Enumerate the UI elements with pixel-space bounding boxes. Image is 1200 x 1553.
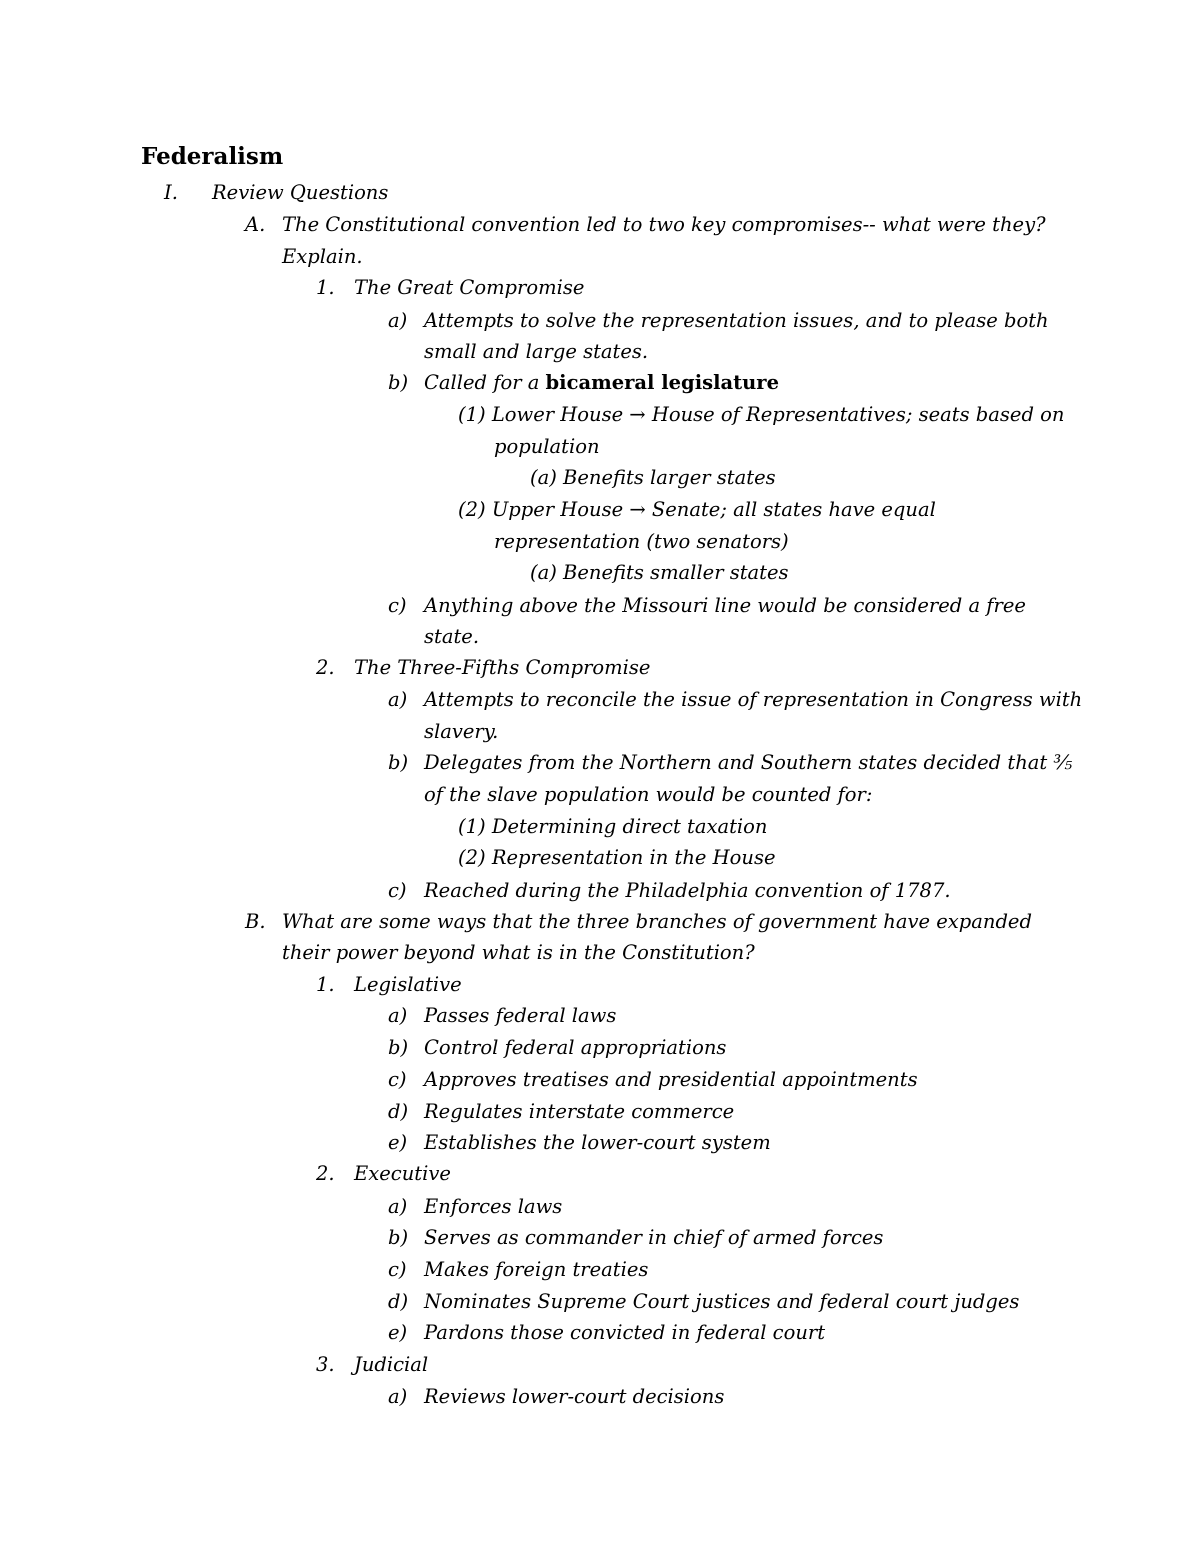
outline-line-text: Makes foreign treaties: [424, 1258, 649, 1281]
outline-marker: c): [388, 1258, 407, 1281]
outline-line-text: Judicial: [354, 1353, 429, 1376]
outline-line: [282, 906, 1032, 938]
outline-line-text: (a) Benefits smaller states: [530, 561, 789, 584]
outline-line: [424, 1127, 771, 1159]
document-title: Federalism: [141, 143, 284, 170]
outline-marker: b): [388, 371, 409, 394]
outline-marker: a): [388, 1004, 408, 1027]
outline-line: [424, 367, 779, 399]
outline-marker: a): [388, 1195, 408, 1218]
outline-marker: 3.: [316, 1353, 335, 1376]
outline-line: [424, 1254, 648, 1286]
outline-marker: a): [388, 1385, 408, 1408]
outline-line: [424, 1032, 726, 1064]
outline-line-text: (2) Representation in the House: [458, 846, 776, 869]
outline-line-text: (1) Determining direct taxation: [458, 815, 768, 838]
outline-line: [424, 1286, 1019, 1318]
outline-line: [494, 526, 789, 558]
outline-line: [424, 779, 872, 811]
outline-marker: 1.: [316, 973, 335, 996]
outline-line: [424, 1096, 734, 1128]
outline-line-text: Pardons those convicted in federal court: [424, 1321, 826, 1344]
outline-line: [424, 1000, 616, 1032]
outline-marker: I.: [164, 181, 178, 204]
outline-line: [424, 875, 951, 907]
outline-marker: 2.: [316, 656, 335, 679]
outline-line-text: of the slave population would be counted for:: [424, 783, 873, 806]
outline-line-text: Approves treatises and presidential appointments: [424, 1068, 918, 1091]
outline-marker: b): [388, 1036, 409, 1059]
outline-line: [494, 431, 600, 463]
outline-line-text: Attempts to reconcile the issue of representation in Congress with: [424, 688, 1083, 711]
outline-line-text: Called for a: [424, 371, 546, 394]
outline-line-text: The Great Compromise: [354, 276, 585, 299]
outline-line-text: Regulates interstate commerce: [424, 1100, 735, 1123]
outline-line-text: representation (two senators): [494, 530, 789, 553]
outline-line: [424, 305, 1049, 337]
outline-line-text: Attempts to solve the representation issues, and to please both: [424, 309, 1049, 332]
outline-line-text: Establishes the lower-court system: [424, 1131, 771, 1154]
outline-marker: a): [388, 688, 408, 711]
outline-marker: a): [388, 309, 408, 332]
outline-line-text: The Three-Fifths Compromise: [354, 656, 651, 679]
outline-line-text: slavery.: [424, 720, 499, 743]
outline-line: [458, 399, 1064, 431]
outline-line: [424, 1381, 724, 1413]
outline-marker: 2.: [316, 1162, 335, 1185]
outline-marker: A.: [245, 213, 266, 236]
outline-line: [530, 557, 789, 589]
outline-marker: B.: [245, 910, 266, 933]
outline-line: [424, 747, 1072, 779]
outline-line-text: their power beyond what is in the Constitution?: [282, 941, 755, 964]
outline-line-text: small and large states.: [424, 340, 649, 363]
outline-line: [424, 590, 1026, 622]
outline-line: [424, 684, 1082, 716]
outline-line-text: What are some ways that the three branches of government have expanded: [282, 910, 1032, 933]
outline-line-text: Legislative: [354, 973, 462, 996]
outline-line: [424, 716, 498, 748]
outline-line: [424, 1317, 825, 1349]
outline-line-text: (2) Upper House → Senate; all states have equal: [458, 498, 936, 521]
outline-marker: c): [388, 594, 407, 617]
outline-line-text: Executive: [354, 1162, 451, 1185]
outline-line: [458, 494, 936, 526]
outline-line: [354, 1349, 428, 1381]
outline-line: [424, 1222, 883, 1254]
outline-line: [424, 621, 479, 653]
outline-marker: 1.: [316, 276, 335, 299]
outline-line-text: (a) Benefits larger states: [530, 466, 776, 489]
outline-marker: e): [388, 1321, 408, 1344]
outline-line: [212, 177, 388, 209]
outline-line: [530, 462, 776, 494]
outline-marker: c): [388, 879, 407, 902]
outline-line: [282, 937, 755, 969]
outline-line-text: Passes federal laws: [424, 1004, 617, 1027]
outline-line-text: Enforces laws: [424, 1195, 563, 1218]
bold-term: bicameral legislature: [545, 371, 779, 394]
outline-marker: d): [388, 1100, 409, 1123]
outline-line: [354, 1158, 451, 1190]
outline-marker: d): [388, 1290, 409, 1313]
outline-marker: c): [388, 1068, 407, 1091]
outline-line: [282, 241, 363, 273]
outline-line-text: Delegates from the Northern and Southern states decided that ⅗: [424, 751, 1073, 774]
outline-line: [424, 336, 648, 368]
outline-line-text: Review Questions: [212, 181, 389, 204]
outline-line-text: Control federal appropriations: [424, 1036, 727, 1059]
outline-line-text: state.: [424, 625, 480, 648]
outline-marker: b): [388, 751, 409, 774]
outline-line: [282, 209, 1046, 241]
outline-line-text: Anything above the Missouri line would be considered a free: [424, 594, 1026, 617]
outline-line: [354, 652, 650, 684]
outline-line: [424, 1064, 918, 1096]
outline-line: [424, 1191, 562, 1223]
outline-line: [354, 969, 462, 1001]
outline-line-text: Reached during the Philadelphia convention of 1787.: [424, 879, 951, 902]
outline-line-text: Serves as commander in chief of armed forces: [424, 1226, 884, 1249]
outline-marker: e): [388, 1131, 408, 1154]
outline-marker: b): [388, 1226, 409, 1249]
outline-line-text: The Constitutional convention led to two key compromises-- what were they?: [282, 213, 1046, 236]
outline-line-text: Nominates Supreme Court justices and federal court judges: [424, 1290, 1020, 1313]
outline-line: [458, 811, 767, 843]
outline-line-text: (1) Lower House → House of Representatives; seats based on: [458, 403, 1065, 426]
outline-line-text: Reviews lower-court decisions: [424, 1385, 725, 1408]
outline-line-text: population: [494, 435, 600, 458]
outline-line: [458, 842, 776, 874]
outline-line-text: Explain.: [282, 245, 363, 268]
outline-line: [354, 272, 584, 304]
